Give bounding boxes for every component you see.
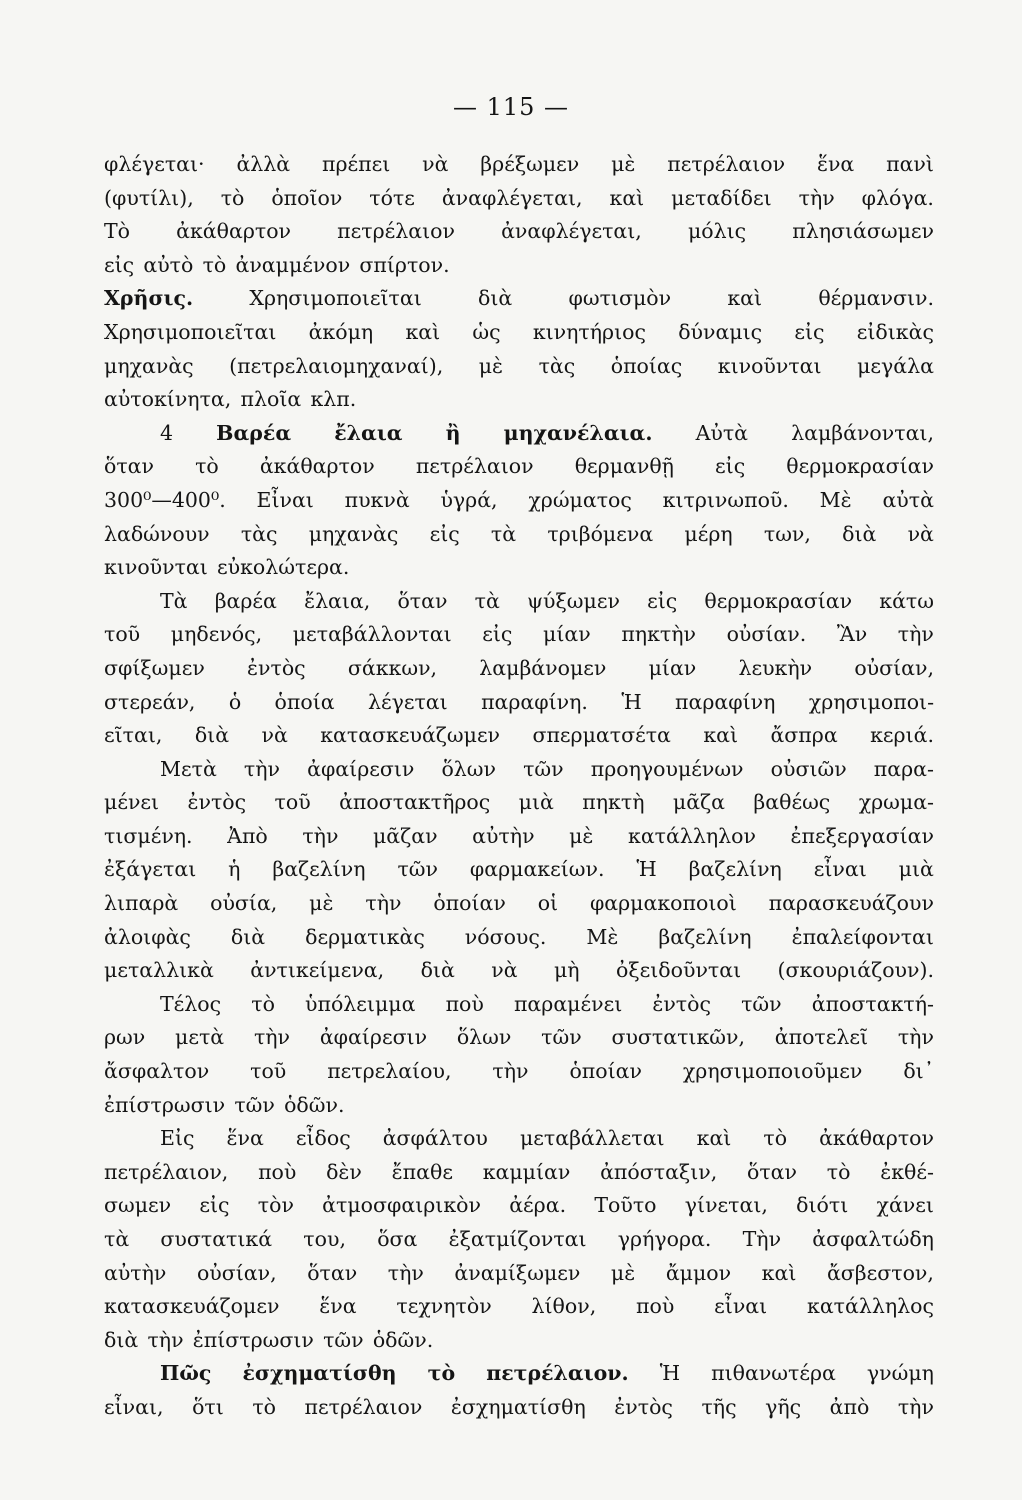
- text-line: 4 Βαρέα ἔλαια ἢ μηχανέλαια. Αὐτὰ λαμβάνονται,: [160, 420, 934, 445]
- text-line: ἄσφαλτον τοῦ πετρελαίου, τὴν ὁποίαν χρησιμοποιοῦμεν δι᾽: [104, 1059, 934, 1084]
- text-line: λιπαρὰ οὐσία, μὲ τὴν ὁποίαν οἱ φαρμακοποιοὶ παρασκευάζουν: [104, 891, 934, 916]
- text-line: μεταλλικὰ ἀντικείμενα, διὰ νὰ μὴ ὀξειδοῦνται (σκουριάζουν).: [104, 958, 934, 983]
- text-line: τισμένη. Ἀπὸ τὴν μᾶζαν αὐτὴν μὲ κατάλληλον ἐπεξεργασίαν: [104, 823, 934, 848]
- text-line: ἀλοιφὰς διὰ δερματικὰς νόσους. Μὲ βαζελίνη ἐπαλείφονται: [104, 924, 934, 949]
- text-line: κινοῦνται εὐκολώτερα.: [104, 555, 350, 580]
- text-line: ὅταν τὸ ἀκάθαρτον πετρέλαιον θερμανθῇ εἰς θερμοκρασίαν: [104, 454, 934, 479]
- text-line: Χρησιμοποιεῖται ἀκόμη καὶ ὡς κινητήριος δύναμις εἰς εἰδικὰς: [104, 319, 934, 344]
- text-line: διὰ τὴν ἐπίστρωσιν τῶν ὁδῶν.: [104, 1327, 434, 1352]
- text-line: αὐτοκίνητα, πλοῖα κλπ.: [104, 387, 357, 412]
- text-line: τὰ συστατικά του, ὅσα ἐξατμίζονται γρήγορα. Τὴν ἀσφαλτώδη: [104, 1227, 934, 1251]
- text-line: εῖται, διὰ νὰ κατασκευάζωμεν σπερματσέτα καὶ ἄσπρα κεριά.: [104, 723, 934, 748]
- text-line: σφίξωμεν ἐντὸς σάκκων, λαμβάνομεν μίαν λευκὴν οὐσίαν,: [104, 655, 934, 680]
- text-line: πετρέλαιον, ποὺ δὲν ἔπαθε καμμίαν ἀπόσταξιν, ὅταν τὸ ἐκθέ-: [104, 1159, 934, 1184]
- text-line: 300⁰—400⁰. Εἶναι πυκνὰ ὑγρά, χρώματος κιτρινωποῦ. Μὲ αὐτὰ: [104, 487, 934, 512]
- page-number: — 115 —: [452, 93, 570, 121]
- text-line: Μετὰ τὴν ἀφαίρεσιν ὅλων τῶν προηγουμένων οὐσιῶν παρα-: [160, 756, 934, 781]
- text-line: κατασκευάζομεν ἕνα τεχνητὸν λίθον, ποὺ εἶναι κατάλληλος: [104, 1294, 934, 1319]
- body-text: [104, 148, 934, 1425]
- text-line: (φυτίλι), τὸ ὁποῖον τότε ἀναφλέγεται, καὶ μεταδίδει τὴν φλόγα.: [104, 185, 934, 210]
- text-line: Τὰ βαρέα ἔλαια, ὅταν τὰ ψύξωμεν εἰς θερμοκρασίαν κάτω: [160, 588, 934, 613]
- text-line: στερεάν, ὁ ὁποία λέγεται παραφίνη. Ἡ παραφίνη χρησιμοποι-: [104, 689, 934, 714]
- text-line: εἰς αὐτὸ τὸ ἀναμμένον σπίρτον.: [104, 252, 450, 277]
- text-line: Χρῆσις. Χρησιμοποιεῖται διὰ φωτισμὸν καὶ θέρμανσιν.: [104, 286, 934, 311]
- text-line: Εἰς ἕνα εἶδος ἀσφάλτου μεταβάλλεται καὶ τὸ ἀκάθαρτον: [160, 1126, 934, 1151]
- text-line: τοῦ μηδενός, μεταβάλλονται εἰς μίαν πηκτὴν οὐσίαν. Ἂν τὴν: [104, 622, 934, 647]
- text-line: φλέγεται· ἀλλὰ πρέπει νὰ βρέξωμεν μὲ πετρέλαιον ἕνα πανὶ: [104, 152, 934, 176]
- text-line: λαδώνουν τὰς μηχανὰς εἰς τὰ τριβόμενα μέρη των, διὰ νὰ: [104, 521, 934, 546]
- text-line: ἐξάγεται ἡ βαζελίνη τῶν φαρμακείων. Ἡ βαζελίνη εἶναι μιὰ: [104, 857, 934, 882]
- text-line: Τέλος τὸ ὑπόλειμμα ποὺ παραμένει ἐντὸς τῶν ἀποστακτή-: [160, 991, 934, 1016]
- text-line: μένει ἐντὸς τοῦ ἀποστακτῆρος μιὰ πηκτὴ μᾶζα βαθέως χρωμα-: [104, 790, 934, 815]
- text-line: ἐπίστρωσιν τῶν ὁδῶν.: [104, 1092, 345, 1117]
- text-line: Πῶς ἐσχηματίσθη τὸ πετρέλαιον. Ἡ πιθανωτέρα γνώμη: [160, 1361, 934, 1386]
- text-line: μηχανὰς (πετρελαιομηχαναί), μὲ τὰς ὁποίας κινοῦνται μεγάλα: [104, 353, 934, 378]
- text-line: αὐτὴν οὐσίαν, ὅταν τὴν ἀναμίξωμεν μὲ ἄμμον καὶ ἄσβεστον,: [104, 1260, 934, 1285]
- text-line: σωμεν εἰς τὸν ἀτμοσφαιρικὸν ἀέρα. Τοῦτο γίνεται, διότι χάνει: [104, 1193, 934, 1218]
- text-line: εἶναι, ὅτι τὸ πετρέλαιον ἐσχηματίσθη ἐντὸς τῆς γῆς ἀπὸ τὴν: [104, 1394, 934, 1419]
- text-line: Τὸ ἀκάθαρτον πετρέλαιον ἀναφλέγεται, μόλις πλησιάσωμεν: [104, 219, 934, 244]
- text-line: ρων μετὰ τὴν ἀφαίρεσιν ὅλων τῶν συστατικῶν, ἀποτελεῖ τὴν: [104, 1025, 934, 1050]
